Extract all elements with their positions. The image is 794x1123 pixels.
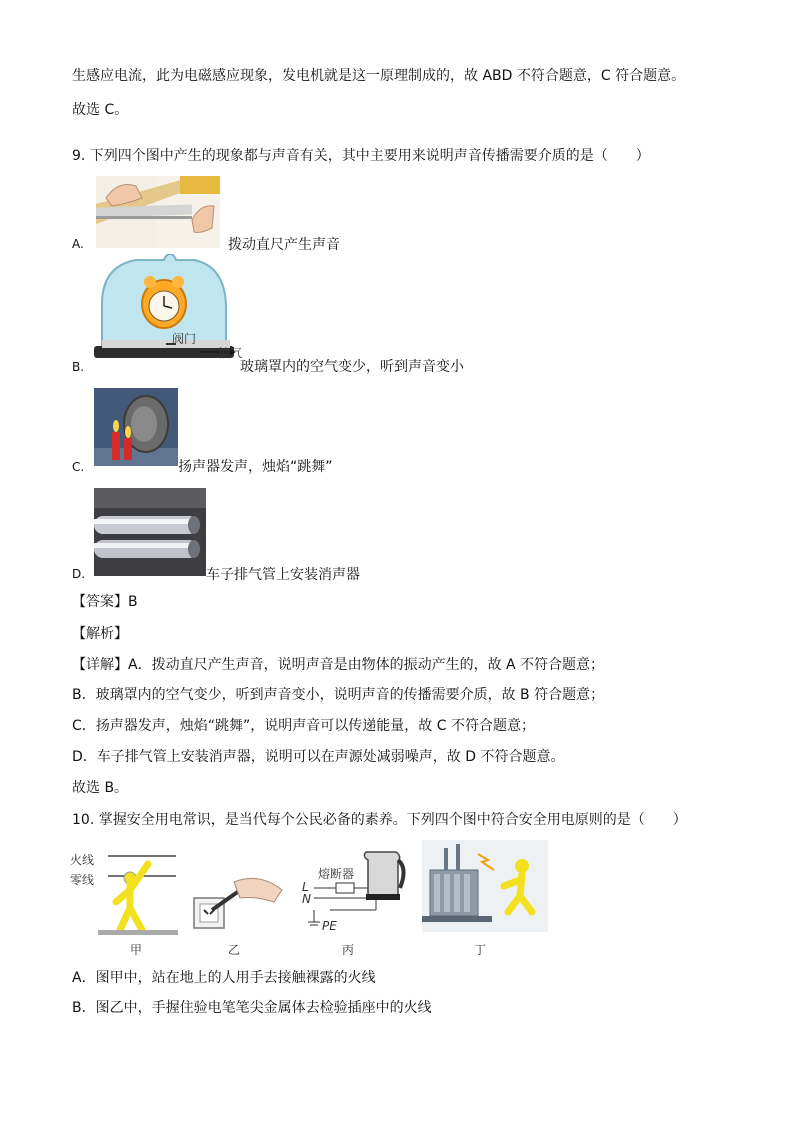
figure-yi-label: 乙 — [228, 943, 241, 957]
figure-jia-label: 甲 — [130, 943, 143, 957]
q9-conclusion: 故选 B。 — [72, 780, 129, 796]
q9-option-c-letter: C. — [72, 460, 85, 474]
pump-label: 抽气 — [218, 346, 243, 360]
fuse-label: 熔断器 — [318, 867, 355, 881]
q10-option-a: A．图甲中，站在地上的人用手去接触裸露的火线 — [72, 970, 376, 986]
live-wire-label: 火线 — [70, 853, 95, 867]
intro-line-2: 故选 C。 — [72, 102, 129, 118]
q9-analysis-heading: 【解析】 — [72, 626, 128, 642]
q9-option-b-letter: B. — [72, 360, 85, 374]
q9-option-d-caption: 车子排气管上安装消声器 — [206, 567, 360, 583]
q9-option-d-letter: D. — [72, 567, 86, 581]
figure-ding-transformer — [422, 840, 548, 932]
exhaust-muffler-image — [94, 488, 206, 576]
q9-analysis-line-3: C．扬声器发声，烛焰“跳舞”，说明声音可以传递能量，故 C 不符合题意； — [72, 718, 535, 734]
L-label: L — [302, 880, 309, 894]
q10-stem: 10. 掌握安全用电常识，是当代每个公民必备的素养。下列四个图中符合安全用电原则的是（ ） — [72, 812, 687, 828]
q9-option-c-caption: 扬声器发声，烛焰“跳舞” — [178, 459, 333, 475]
intro-line-1: 生感应电流，此为电磁感应现象，发电机就是这一原理制成的，故 ABD 不符合题意，C 符合题意。 — [72, 68, 686, 84]
PE-label: PE — [322, 919, 337, 933]
q9-option-a-caption: 拨动直尺产生声音 — [228, 237, 340, 253]
neutral-wire-label: 零线 — [70, 873, 95, 887]
ruler-pluck-image — [96, 176, 220, 248]
figure-yi-test-pen — [190, 872, 286, 936]
figure-ding-label: 丁 — [474, 943, 487, 957]
q9-option-a-letter: A. — [72, 237, 84, 251]
speaker-candle-image — [94, 388, 178, 466]
q9-stem: 9. 下列四个图中产生的现象都与声音有关，其中主要用来说明声音传播需要介质的是（ ） — [72, 148, 650, 164]
q9-option-b-caption: 玻璃罩内的空气变少，听到声音变小 — [240, 359, 464, 375]
figure-bing-kettle-circuit — [300, 848, 410, 936]
figure-bing-label: 丙 — [342, 943, 355, 957]
valve-label: 阀门 — [172, 332, 197, 346]
q9-analysis-line-4: D．车子排气管上安装消声器，说明可以在声源处减弱噪声，故 D 不符合题意。 — [72, 749, 565, 765]
q9-analysis-line-1: 【详解】A．拨动直尺产生声音，说明声音是由物体的振动产生的，故 A 不符合题意； — [72, 657, 605, 673]
q9-answer: 【答案】B — [72, 594, 138, 610]
q9-analysis-line-2: B．玻璃罩内的空气变少，听到声音变小，说明声音的传播需要介质，故 B 符合题意； — [72, 687, 605, 703]
q10-option-b: B．图乙中，手握住验电笔笔尖金属体去检验插座中的火线 — [72, 1000, 432, 1016]
N-label: N — [302, 892, 311, 906]
